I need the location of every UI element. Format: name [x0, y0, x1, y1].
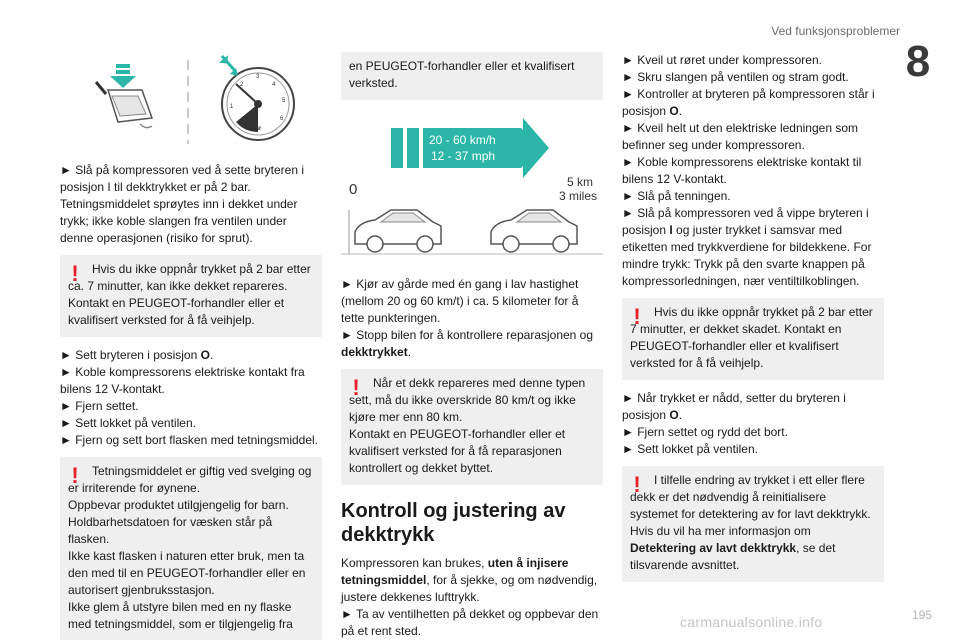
- warning-text: Oppbevar produktet utilgjengelig for barn.: [68, 498, 289, 512]
- warning-exclamation-icon: !: [352, 375, 360, 400]
- instruction-step: ► Ta av ventilhetten på dekket og oppbevar den på et rent sted.: [341, 607, 599, 638]
- warning-note-3: [341, 369, 603, 485]
- warning-text: Holdbarhetsdatoen for væsken står på flasken.: [68, 515, 273, 546]
- instruction-step: ► Kjør av gårde med én gang i lav hastighet (mellom 20 og 60 km/t) i ca. 5 kilometer for å tette punkteringen.: [341, 277, 579, 325]
- warning-text: Når et dekk repareres med denne typen sett, må du ikke overskride 80 km/t og ikke kjøre mer enn 80 km.: [349, 376, 586, 424]
- warning-text: Tetningsmiddelet er giftig ved svelging og er irriterende for øynene.: [68, 464, 312, 495]
- warning-exclamation-icon: !: [71, 463, 79, 488]
- instruction-step: ► Sett lokket på ventilen.: [622, 442, 758, 456]
- warning-text: en PEUGEOT-forhandler eller et kvalifisert verksted.: [349, 59, 575, 90]
- compressor-gauge-image: [60, 52, 322, 148]
- warning-text: Hvis du ikke oppnår trykket på 2 bar etter 7 minutter, er dekket skadet. Kontakt en PEUGEOT-forhandler eller et kvalifisert verksted for å få veihjelp.: [630, 305, 873, 370]
- svg-text:12 - 37 mph: 12 - 37 mph: [431, 149, 496, 163]
- svg-text:5: 5: [282, 98, 286, 104]
- chapter-number: 8: [905, 37, 931, 86]
- svg-text:2: 2: [240, 82, 244, 88]
- instruction-block-1: [60, 162, 322, 247]
- warning-text: Ikke kast flasken i naturen etter bruk, men ta den med til en PEUGEOT-forhandler eller en autorisert gjenbruksstasjon.: [68, 549, 306, 597]
- column-2: [341, 52, 603, 640]
- instruction-step: ► Kontroller at bryteren på kompressoren står i posisjon O.: [622, 87, 875, 118]
- warning-text: Ikke glem å utstyre bilen med en ny flaske med tetningsmiddel, som er tilgjengelig fra: [68, 600, 293, 631]
- instruction-step: ► Slå på tenningen.: [622, 189, 731, 203]
- instruction-step: ► Kveil helt ut den elektriske ledningen som befinner seg under kompressoren.: [622, 121, 859, 152]
- car-icon: [355, 210, 441, 252]
- instruction-step: ► Koble kompressorens elektriske kontakt fra bilens 12 V-kontakt.: [60, 365, 305, 396]
- warning-note-5: [622, 466, 884, 582]
- warning-text: I tilfelle endring av trykket i ett eller flere dekk er det nødvendig å reinitialisere systemet for detektering av for lavt dekktrykk.: [630, 473, 871, 521]
- svg-text:1: 1: [230, 104, 234, 110]
- svg-text:20 - 60 km/h: 20 - 60 km/h: [429, 133, 496, 147]
- warning-text: Hvis du ikke oppnår trykket på 2 bar etter ca. 7 minutter, kan ikke dekket repareres. Kontakt en PEUGEOT-forhandler eller et kvalifisert verksted for å få veihjelp.: [68, 262, 311, 327]
- instruction-step: ► Sett lokket på ventilen.: [60, 416, 196, 430]
- body-text: Kompressoren kan brukes, uten å injisere tetningsmiddel, for å sjekke, og om nødvendig, justere dekkenes lufttrykk.: [341, 556, 598, 604]
- instruction-block-4: [341, 555, 603, 640]
- instruction-block-2: [60, 347, 322, 449]
- instruction-step: ► Kveil ut røret under kompressoren.: [622, 53, 822, 67]
- instruction-step: ► Stopp bilen for å kontrollere reparasjonen og dekktrykket.: [341, 328, 594, 359]
- car-icon: [491, 210, 577, 252]
- instruction-text: ► Slå på kompressoren ved å sette bryteren i posisjon I til dekktrykket er på 2 bar. Tetningsmiddelet sprøytes inn i dekket under trykk; ikke koble slangen fra ventilen under denne operasjonen (risiko for sprut).: [60, 163, 304, 245]
- warning-note-4: [622, 298, 884, 380]
- warning-text: Kontakt en PEUGEOT-forhandler eller et kvalifisert verksted for å få reparasjonen kontrollert og dekket byttet.: [349, 427, 566, 475]
- column-3: [622, 52, 884, 592]
- instruction-step: ► Fjern settet.: [60, 399, 139, 413]
- speed-arrow-icon: [391, 118, 549, 178]
- warning-text: Hvis du vil ha mer informasjon om Detektering av lavt dekktrykk, se det tilsvarende avsnittet.: [630, 524, 836, 572]
- warning-note-1: [60, 255, 322, 337]
- warning-exclamation-icon: !: [71, 261, 79, 286]
- svg-text:bar: bar: [252, 126, 262, 132]
- instruction-step: ► Fjern og sett bort flasken med tetningsmiddel.: [60, 433, 318, 447]
- switch-press-icon: [96, 64, 152, 128]
- compressor-illustration: [60, 52, 322, 148]
- watermark-text: carmanualsonline.info: [680, 614, 823, 630]
- section-heading: Kontroll og justering av dekktrykk: [341, 500, 566, 546]
- svg-text:0: 0: [349, 181, 358, 198]
- warning-note-2: [60, 457, 322, 640]
- instruction-step: ► Fjern settet og rydd det bort.: [622, 425, 788, 439]
- instruction-block-5: [622, 52, 884, 290]
- instruction-step: ► Sett bryteren i posisjon O.: [60, 348, 214, 362]
- svg-text:6: 6: [280, 116, 284, 122]
- driving-illustration: [341, 114, 603, 264]
- svg-text:4: 4: [272, 82, 276, 88]
- instruction-step: ► Slå på kompressoren ved å vippe bryteren i posisjon I og juster trykket i samsvar med etiketten med trykkverdiene for bildekkene. For mindre trykk: Trykk på den svarte knappen på kompressorledningen, nær ventiltilkoblingen.: [622, 206, 872, 288]
- instruction-step: ► Skru slangen på ventilen og stram godt.: [622, 70, 849, 84]
- pressure-gauge-icon: [219, 55, 294, 140]
- instruction-block-3: [341, 276, 603, 361]
- header-section-title: Ved funksjonsproblemer: [771, 24, 900, 38]
- column-1: [60, 52, 322, 640]
- page-number: 195: [911, 608, 932, 622]
- svg-text:5 km: 5 km: [567, 175, 594, 189]
- warning-exclamation-icon: !: [633, 472, 641, 497]
- instruction-step: ► Når trykket er nådd, setter du bryteren i posisjon O.: [622, 391, 846, 422]
- instruction-step: ► Koble kompressorens elektriske kontakt til bilens 12 V-kontakt.: [622, 155, 862, 186]
- svg-text:3 miles: 3 miles: [559, 189, 598, 203]
- warning-exclamation-icon: !: [633, 304, 641, 329]
- continued-note: [341, 52, 603, 100]
- svg-text:3: 3: [256, 74, 260, 80]
- speed-distance-image: [341, 114, 603, 264]
- instruction-block-6: [622, 390, 884, 458]
